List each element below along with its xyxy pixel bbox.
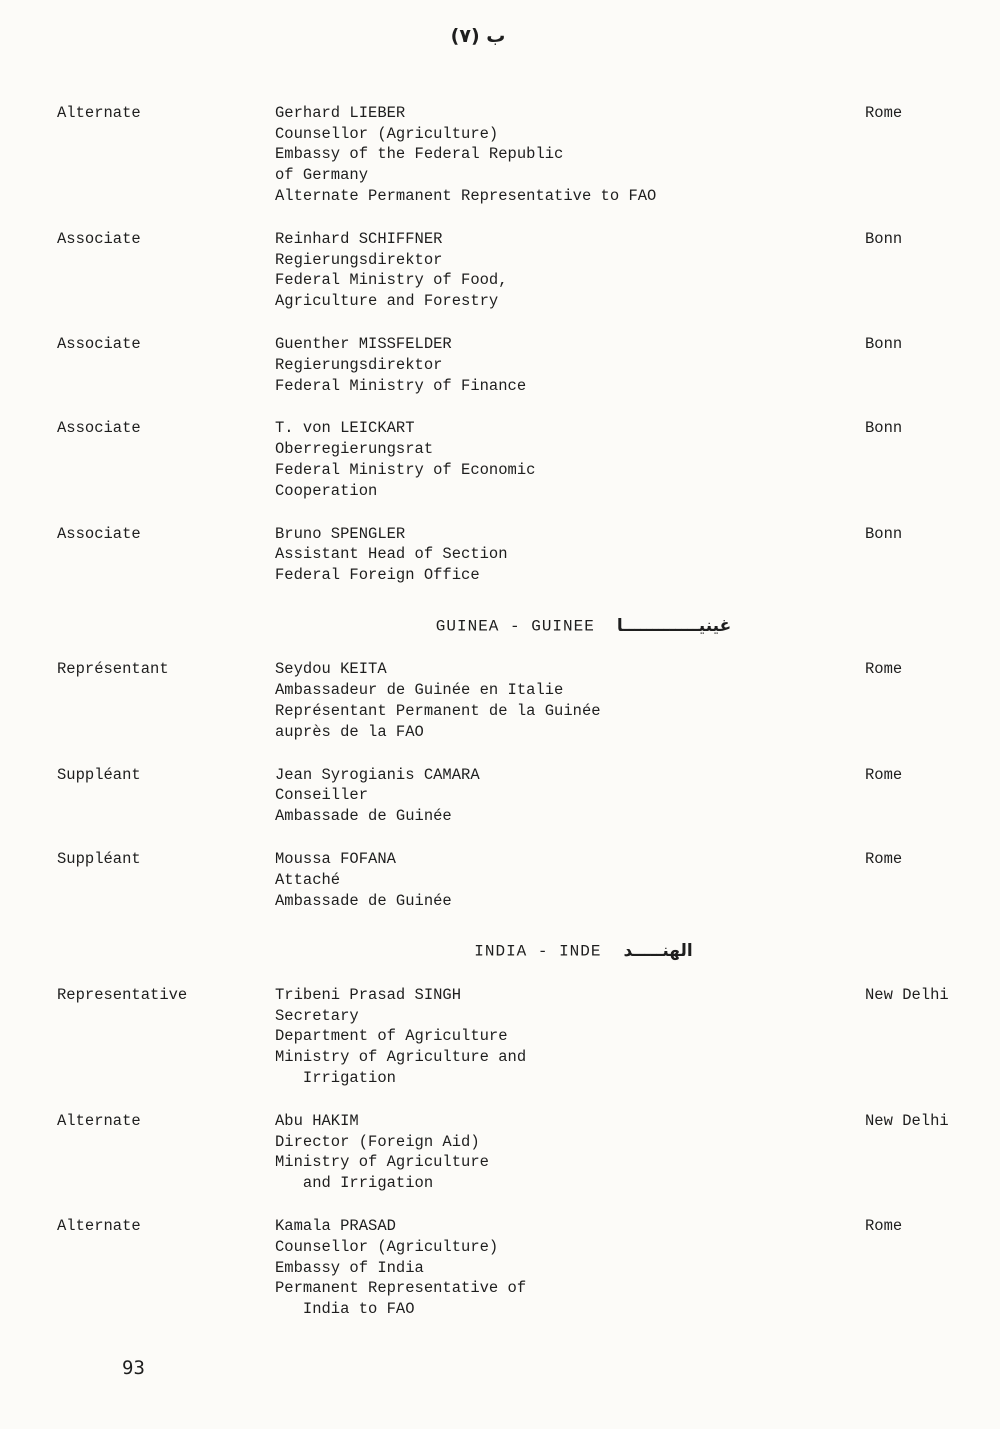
detail-line: Abu HAKIM [275, 1111, 359, 1130]
delegates-list [0, 47, 1000, 1320]
delegate-city: Rome [865, 849, 903, 868]
delegate-city: Rome [865, 660, 903, 679]
delegate-details [275, 659, 865, 742]
detail-line: Gerhard LIEBER [275, 103, 406, 122]
delegate-entry [57, 418, 960, 501]
detail-line: Ambassade de Guinée [275, 807, 452, 826]
detail-line: Counsellor (Agriculture) [275, 124, 499, 143]
detail-line: Federal Ministry of Finance [275, 376, 527, 395]
delegate-details [275, 985, 865, 1089]
section-title-arabic: غينيـــــــــــــا [616, 615, 732, 636]
page-number: 93 [122, 1357, 145, 1379]
delegate-city: Rome [865, 103, 903, 122]
detail-line: Ministry of Agriculture and [275, 1048, 527, 1067]
delegate-role: Alternate [57, 103, 141, 122]
delegate-details [275, 103, 865, 207]
detail-line: Embassy of the Federal Republic [275, 145, 564, 164]
detail-line: Counsellor (Agriculture) [275, 1237, 499, 1256]
detail-line: Seydou KEITA [275, 660, 387, 679]
detail-line: Alternate Permanent Representative to FAO [275, 186, 657, 205]
detail-line: Kamala PRASAD [275, 1216, 396, 1235]
delegate-entry [57, 849, 960, 911]
detail-line: Agriculture and Forestry [275, 292, 499, 311]
detail-line: Jean Syrogianis CAMARA [275, 765, 480, 784]
delegate-role: Représentant [57, 660, 169, 679]
detail-line: Regierungsdirektor [275, 355, 443, 374]
delegate-entry [57, 524, 960, 586]
detail-line: Federal Foreign Office [275, 566, 480, 585]
delegate-city: Bonn [865, 524, 903, 543]
detail-line: Embassy of India [275, 1258, 424, 1277]
delegate-role: Associate [57, 334, 141, 353]
delegate-role: Suppléant [57, 765, 141, 784]
delegate-role: Associate [57, 419, 141, 438]
delegate-details [275, 524, 865, 586]
delegate-city: New Delhi [865, 985, 949, 1004]
section-title: INDIA - INDE [474, 942, 602, 961]
detail-line: Représentant Permanent de la Guinée [275, 701, 601, 720]
section-entries [57, 103, 960, 586]
delegate-entry [57, 103, 960, 207]
detail-line: Guenther MISSFELDER [275, 334, 452, 353]
section-header [57, 941, 960, 962]
detail-line: Department of Agriculture [275, 1027, 508, 1046]
page-header [0, 0, 978, 47]
delegate-details [275, 1111, 865, 1194]
delegate-entry [57, 765, 960, 827]
page-header-arabic: ب (٧) [450, 25, 506, 47]
detail-line: Moussa FOFANA [275, 849, 396, 868]
delegate-role: Representative [57, 985, 188, 1004]
delegate-role: Associate [57, 229, 141, 248]
section-header [57, 616, 960, 637]
delegate-details [275, 1216, 865, 1320]
country-section [57, 103, 960, 586]
delegate-city: Bonn [865, 419, 903, 438]
detail-line: T. von LEICKART [275, 419, 415, 438]
detail-line: Cooperation [275, 481, 378, 500]
delegate-role: Suppléant [57, 849, 141, 868]
detail-line: Director (Foreign Aid) [275, 1132, 480, 1151]
delegate-entry [57, 229, 960, 312]
detail-line: Regierungsdirektor [275, 250, 443, 269]
section-title-arabic: الهنـــــد [623, 941, 693, 962]
detail-line: Irrigation [275, 1068, 396, 1087]
detail-line: Ministry of Agriculture [275, 1153, 489, 1172]
section-title: GUINEA - GUINEE [435, 617, 595, 636]
detail-line: Assistant Head of Section [275, 545, 508, 564]
delegate-details [275, 334, 865, 396]
delegate-details [275, 849, 865, 911]
delegate-entry [57, 659, 960, 742]
section-entries [57, 659, 960, 911]
delegate-details [275, 765, 865, 827]
delegate-role: Alternate [57, 1111, 141, 1130]
delegate-city: Rome [865, 765, 903, 784]
detail-line: and Irrigation [275, 1174, 434, 1193]
delegate-details [275, 418, 865, 501]
section-entries [57, 985, 960, 1320]
country-section [57, 941, 960, 1320]
detail-line: of Germany [275, 166, 369, 185]
delegate-role: Alternate [57, 1216, 141, 1235]
detail-line: Federal Ministry of Food, [275, 271, 508, 290]
delegate-entry [57, 334, 960, 396]
delegate-entry [57, 1111, 960, 1194]
detail-line: auprès de la FAO [275, 722, 424, 741]
detail-line: Reinhard SCHIFFNER [275, 229, 443, 248]
delegate-city: Rome [865, 1216, 903, 1235]
detail-line: Oberregierungsrat [275, 440, 434, 459]
delegate-city: Bonn [865, 229, 903, 248]
delegate-role: Associate [57, 524, 141, 543]
detail-line: Permanent Representative of [275, 1279, 527, 1298]
detail-line: Ambassade de Guinée [275, 891, 452, 910]
detail-line: Conseiller [275, 786, 369, 805]
detail-line: Ambassadeur de Guinée en Italie [275, 681, 564, 700]
detail-line: India to FAO [275, 1300, 415, 1319]
delegate-city: New Delhi [865, 1111, 949, 1130]
country-section [57, 616, 960, 911]
detail-line: Secretary [275, 1006, 359, 1025]
detail-line: Tribeni Prasad SINGH [275, 985, 462, 1004]
detail-line: Attaché [275, 870, 341, 889]
delegate-entry [57, 1216, 960, 1320]
delegate-entry [57, 985, 960, 1089]
delegate-city: Bonn [865, 334, 903, 353]
delegate-details [275, 229, 865, 312]
detail-line: Federal Ministry of Economic [275, 460, 536, 479]
detail-line: Bruno SPENGLER [275, 524, 406, 543]
